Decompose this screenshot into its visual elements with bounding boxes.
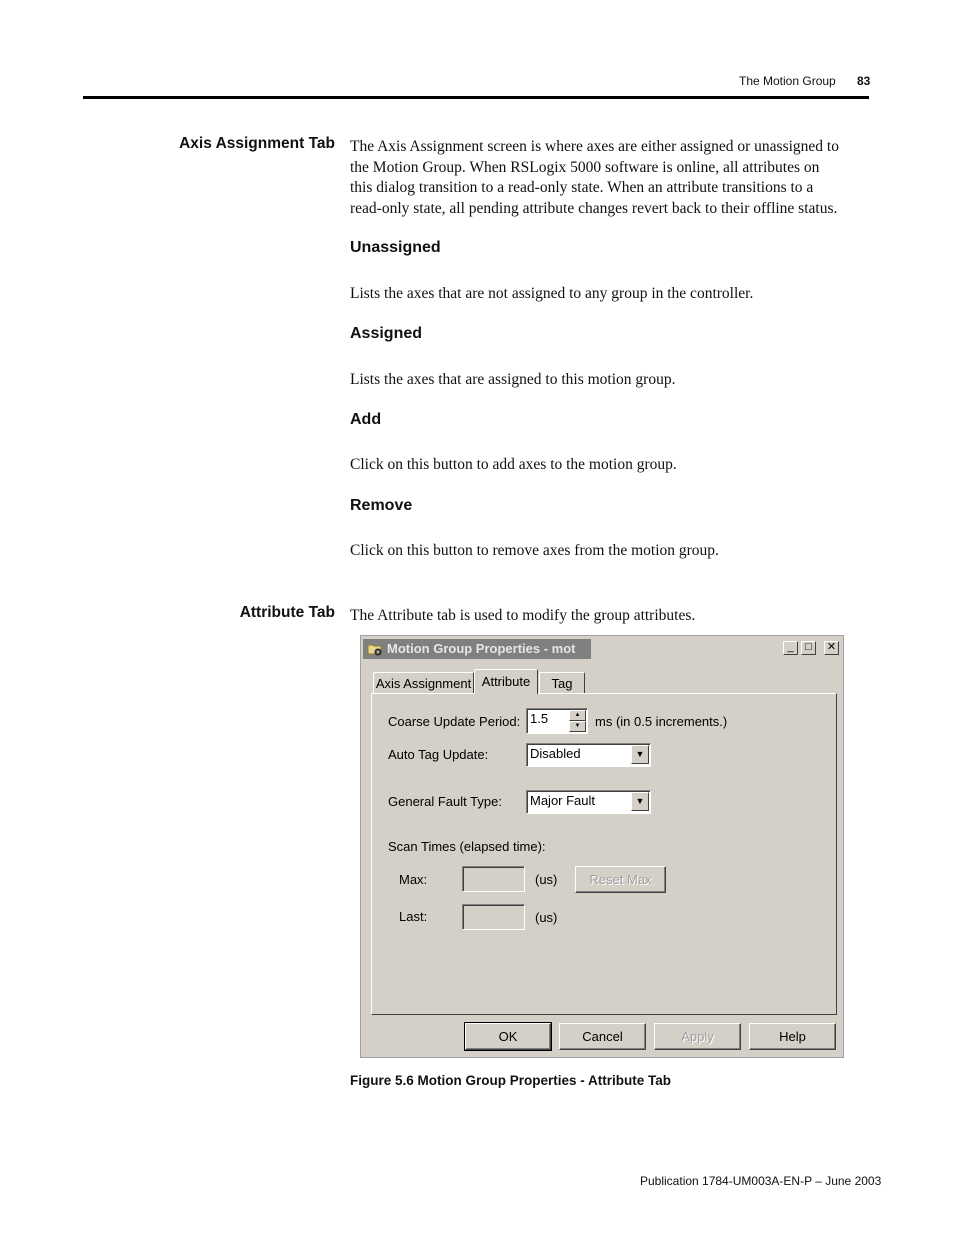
coarse-update-label: Coarse Update Period:	[388, 714, 521, 729]
page-number: 83	[857, 74, 871, 88]
add-heading: Add	[350, 411, 382, 428]
publication-footer: Publication 1784-UM003A-EN-P – June 2003	[640, 1174, 882, 1188]
scan-max-unit: (us)	[535, 872, 558, 887]
intro-line: The Axis Assignment screen is where axes are either assigned or unassigned to	[350, 138, 839, 155]
cancel-button[interactable]: Cancel	[559, 1023, 646, 1050]
attribute-tab-panel	[371, 693, 837, 1015]
auto-tag-update-select[interactable]	[526, 743, 651, 767]
tab-axis-assignment[interactable]: Axis Assignment	[373, 672, 474, 694]
triangle-down-icon[interactable]: ▼	[631, 745, 649, 764]
apply-button[interactable]: Apply	[654, 1023, 741, 1050]
scan-max-label: Max:	[399, 872, 428, 887]
coarse-update-stepper[interactable]	[526, 708, 588, 734]
scan-last-unit: (us)	[535, 910, 558, 925]
tab-tag[interactable]: Tag	[539, 672, 585, 694]
dialog-title-bar[interactable]	[363, 639, 591, 659]
scan-last-field	[462, 904, 525, 930]
assigned-text: Lists the axes that are assigned to this motion group.	[350, 371, 676, 388]
assigned-heading: Assigned	[350, 325, 423, 342]
dialog-title: Motion Group Properties - mot	[387, 641, 576, 656]
attribute-tab-heading: Attribute Tab	[239, 604, 335, 621]
remove-heading: Remove	[350, 497, 413, 514]
spin-down-icon[interactable]: ▼	[569, 721, 586, 732]
motion-group-properties-dialog	[360, 635, 844, 1058]
figure-caption: Figure 5.6 Motion Group Properties - Attribute Tab	[350, 1073, 672, 1088]
scan-last-label: Last:	[399, 909, 428, 924]
coarse-update-units: ms (in 0.5 increments.)	[595, 714, 728, 729]
remove-text: Click on this button to remove axes from the motion group.	[350, 542, 719, 559]
intro-line: the Motion Group. When RSLogix 5000 software is online, all attributes on	[350, 158, 820, 176]
header-rule	[83, 96, 869, 99]
auto-tag-update-label: Auto Tag Update:	[388, 747, 489, 762]
reset-max-button[interactable]: Reset Max	[575, 866, 666, 893]
spin-up-icon[interactable]: ▲	[569, 710, 586, 721]
general-fault-type-value: Major Fault	[530, 793, 596, 808]
intro-line: read-only state, all pending attribute changes revert back to their offline status.	[350, 199, 838, 217]
attribute-tab-intro: The Attribute tab is used to modify the group attributes.	[350, 607, 696, 624]
tab-attribute[interactable]: Attribute	[474, 669, 538, 694]
scan-max-field	[462, 866, 525, 892]
unassigned-heading: Unassigned	[350, 239, 441, 256]
folder-gear-icon	[367, 642, 383, 656]
running-header-section: The Motion Group	[739, 74, 836, 88]
general-fault-type-select[interactable]	[526, 790, 651, 814]
intro-line: this dialog transition to a read-only state. When an attribute transitions to a	[350, 179, 814, 196]
unassigned-text: Lists the axes that are not assigned to any group in the controller.	[350, 285, 754, 302]
triangle-down-icon[interactable]: ▼	[631, 792, 649, 811]
axis-assignment-intro	[350, 137, 872, 219]
axis-assignment-heading: Axis Assignment Tab	[179, 135, 335, 152]
ok-button[interactable]: OK	[465, 1023, 551, 1050]
maximize-button[interactable]: □	[801, 641, 816, 655]
scan-times-label: Scan Times (elapsed time):	[388, 839, 546, 854]
auto-tag-update-value: Disabled	[530, 746, 581, 761]
coarse-update-value: 1.5	[530, 711, 549, 726]
minimize-button[interactable]: _	[783, 641, 798, 655]
add-text: Click on this button to add axes to the motion group.	[350, 456, 677, 473]
help-button[interactable]: Help	[749, 1023, 836, 1050]
general-fault-type-label: General Fault Type:	[388, 794, 502, 809]
close-button[interactable]: ✕	[824, 641, 839, 655]
